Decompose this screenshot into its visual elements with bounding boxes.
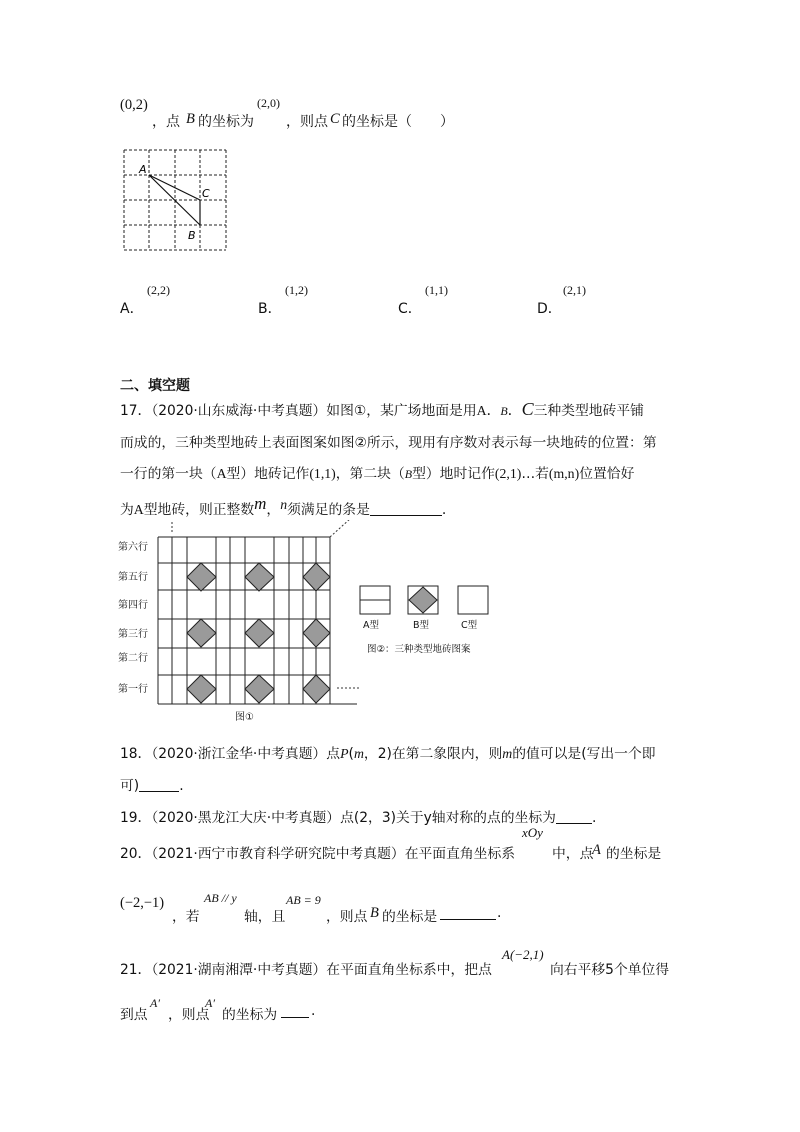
coord-a: (0,2)	[120, 97, 148, 113]
row-label-1: 第一行	[118, 684, 148, 695]
ab-equals-9: AB = 9	[286, 893, 321, 907]
q17-text: ，	[266, 502, 281, 518]
figure-2-caption: 图②：三种类型地砖图案	[367, 644, 471, 655]
option-b-letter: B．	[258, 301, 282, 317]
answer-blank[interactable]	[440, 905, 496, 920]
var-m: m	[502, 746, 513, 761]
tile-c	[458, 586, 488, 614]
point-c-label: C	[330, 111, 340, 127]
option-d-letter: D．	[537, 301, 562, 317]
q21-text: 向右平移5个单位得	[550, 962, 670, 978]
q20-text: 轴，且	[244, 909, 286, 925]
label-c: C	[202, 187, 210, 200]
q20-text: ，则点	[326, 909, 368, 925]
q20-text: ，若	[172, 909, 200, 925]
coord-a-value: (−2,−1)	[120, 895, 165, 911]
label-b: B	[188, 229, 196, 242]
q17-line1	[120, 399, 644, 420]
b-tile	[187, 619, 216, 647]
point-p: P	[340, 746, 349, 761]
q17-line4	[120, 494, 446, 518]
q17-text: 若	[535, 466, 549, 482]
figure-1-caption: 图①	[235, 712, 254, 723]
type-c-symbol: C	[521, 399, 534, 419]
q17-text: 三种类型地砖平铺	[533, 403, 644, 419]
q18-text: .	[179, 778, 184, 794]
b-tile	[245, 675, 274, 703]
q17-text: 须满足的条是	[287, 502, 370, 518]
b-tile	[187, 675, 216, 703]
coord-b: (2,0)	[257, 96, 280, 110]
row-label-5: 第五行	[118, 572, 148, 583]
q21-text: .	[311, 1003, 316, 1019]
q20-text: .	[497, 905, 502, 921]
a-prime: A′	[150, 996, 160, 1010]
type-b-symbol: B	[500, 404, 508, 418]
q17-text: 17．（2020·山东威海·中考真题）如图①，某广场地面是用	[120, 403, 477, 419]
legend-b: B型	[413, 620, 430, 631]
q20-text: 的坐标是	[606, 846, 662, 862]
option-c-letter: C．	[398, 301, 422, 317]
option-b-value: (1,2)	[285, 283, 308, 297]
row-label-3: 第三行	[118, 629, 148, 640]
ab-parallel-y: AB // y	[204, 891, 237, 905]
q21-text: 的坐标为	[222, 1007, 278, 1023]
q17-sep: ．	[486, 403, 501, 419]
q21-text: ，则点	[168, 1007, 210, 1023]
label-a: A	[139, 163, 147, 176]
answer-blank[interactable]	[370, 501, 442, 516]
q18-text: (	[348, 746, 354, 762]
q17-line2: 而成的，三种类型地砖上表面图案如图②所示，现用有序数对表示每一块地砖的位置：第	[120, 435, 657, 451]
option-a-value: (2,2)	[147, 283, 170, 297]
var-m: m	[254, 494, 267, 513]
q16-text: ，则点	[286, 114, 328, 130]
q20-text: 的坐标是	[382, 909, 438, 925]
q18-line2	[120, 774, 184, 794]
point-a-coord: A(−2,1)	[502, 947, 544, 962]
figure-2-tile-types	[355, 582, 505, 662]
var-m: m	[353, 746, 364, 761]
q21-text: 21．（2021·湖南湘潭·中考真题）在平面直角坐标系中，把点	[120, 962, 492, 978]
option-c-value: (1,1)	[425, 283, 448, 297]
type-a-symbol: A	[133, 502, 144, 517]
q17-line3	[120, 462, 634, 482]
q18-line1	[120, 742, 656, 762]
point-b-label: B	[186, 111, 195, 127]
xoy-label: xOy	[522, 825, 543, 840]
point-a: A	[592, 842, 601, 858]
coord-m-n: (m,n)	[548, 466, 580, 481]
q19-line	[120, 806, 596, 826]
q16-text: 的坐标是（ ）	[342, 114, 454, 130]
var-n: n	[280, 497, 288, 512]
b-tile	[303, 619, 330, 647]
q21-text: 到点	[120, 1007, 148, 1023]
b-tile	[187, 563, 216, 591]
type-b-symbol: B	[404, 467, 413, 481]
coord-1-1: (1,1)	[309, 466, 336, 481]
q16-text: 的坐标为	[198, 114, 254, 130]
option-d-value: (2,1)	[563, 283, 586, 297]
row-label-6: 第六行	[118, 542, 148, 553]
q17-text: 位置恰好	[579, 466, 635, 482]
q18-text: 18．（2020·浙江金华·中考真题）点	[120, 746, 341, 762]
legend-c: C型	[461, 620, 478, 631]
row-label-4: 第四行	[118, 600, 148, 611]
q20-text: 中，点	[552, 846, 594, 862]
answer-blank[interactable]	[556, 809, 592, 824]
point-b: B	[370, 905, 379, 921]
answer-blank[interactable]	[281, 1003, 309, 1018]
q17-text: 一行的第一块（	[120, 466, 217, 482]
ellipsis: …	[521, 466, 536, 482]
q17-text: .	[441, 502, 447, 518]
q18-text: 可)	[120, 778, 140, 794]
coord-2-1: (2,1)	[494, 466, 522, 481]
q18-text: ，2)在第二象限内，则	[363, 746, 503, 762]
q19-text: 19．（2020·黑龙江大庆·中考真题）点(2，3)关于y轴对称的点的坐标为	[120, 810, 556, 826]
legend-a: A型	[363, 620, 379, 631]
b-tile	[303, 675, 330, 703]
q17-text: 型）地时记作	[412, 466, 495, 482]
type-a-symbol: A	[216, 466, 227, 481]
q20-text: 20．（2021·西宁市教育科学研究院中考真题）在平面直角坐标系	[120, 846, 516, 862]
q16-grid-figure	[118, 145, 233, 257]
answer-blank[interactable]	[139, 777, 179, 792]
a-prime: A′	[205, 996, 215, 1010]
type-a-symbol: A	[476, 403, 487, 418]
q16-text: ，点	[152, 114, 180, 130]
option-a-letter: A．	[120, 301, 144, 317]
q17-text: 型）地砖记作	[226, 466, 310, 482]
b-tile	[245, 563, 274, 591]
figure-1-floor	[115, 520, 370, 726]
q17-sep: ．	[507, 403, 522, 419]
q17-text: ，第二块（	[335, 466, 405, 482]
q18-text: 的值可以是(写出一个即	[512, 746, 656, 762]
section-title: 二、填空题	[120, 378, 190, 394]
b-tile	[245, 619, 274, 647]
q17-text: 型地砖，则正整数	[143, 502, 255, 518]
q19-text: .	[591, 810, 597, 826]
q17-text: 为	[120, 502, 134, 518]
row-label-2: 第二行	[118, 653, 148, 664]
b-tile	[303, 563, 330, 591]
